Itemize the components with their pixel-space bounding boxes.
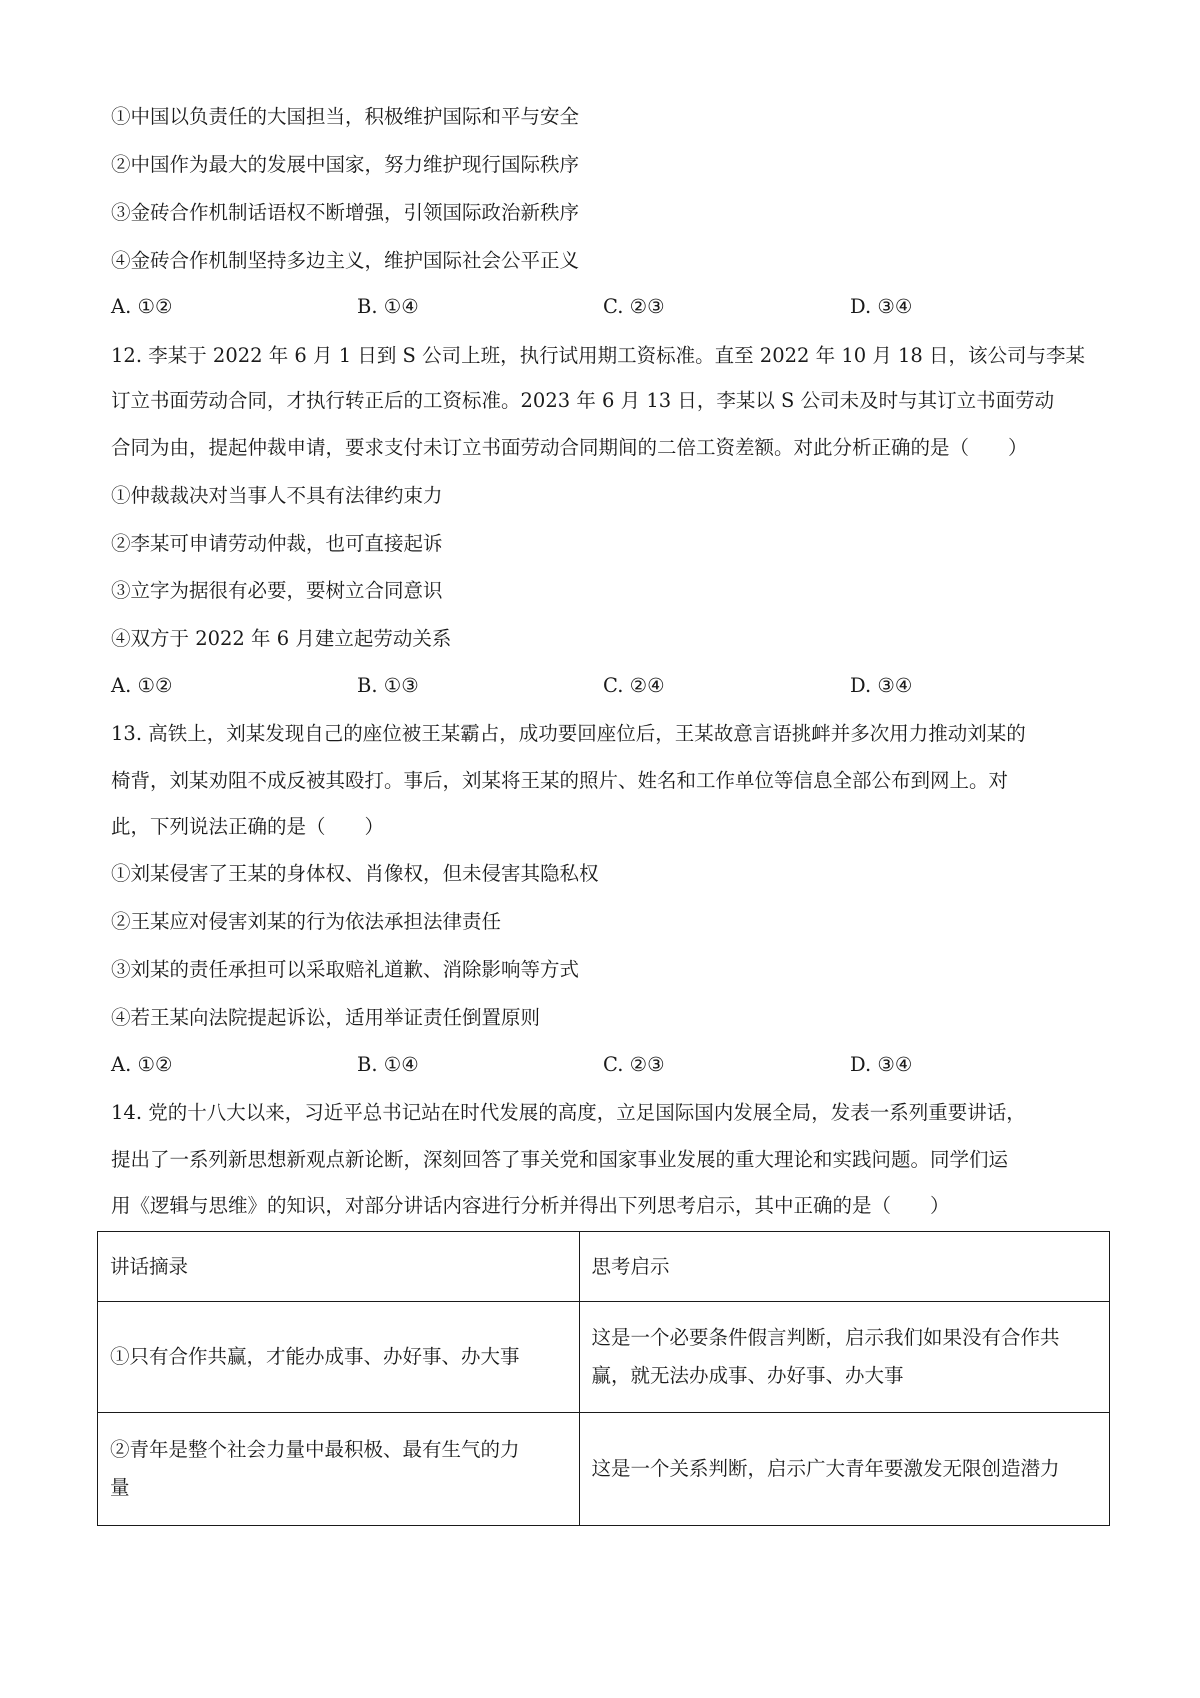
q12-options	[111, 672, 1101, 700]
table-header-excerpt: 讲话摘录	[98, 1232, 580, 1302]
q12-option-b: B. ①③	[357, 674, 419, 697]
table-row	[98, 1413, 1110, 1526]
q13-stem-line-2: 椅背，刘某劝阻不成反被其殴打。事后，刘某将王某的照片、姓名和工作单位等信息全部公布到网上。对	[111, 769, 1009, 792]
q12-stem-line-1: 12. 李某于 2022 年 6 月 1 日到 S 公司上班，执行试用期工资标准。直至 2022 年 10 月 18 日，该公司与李某	[111, 344, 1086, 367]
q13-options	[111, 1051, 1101, 1079]
q12-stem-line-3: 合同为由，提起仲裁申请，要求支付未订立书面劳动合同期间的二倍工资差额。对此分析正确的是（ ）	[111, 436, 1028, 459]
q12-item-2: ②李某可申请劳动仲裁，也可直接起诉	[111, 532, 443, 555]
q11-option-c: C. ②③	[603, 295, 665, 318]
q11-item-4: ④金砖合作机制坚持多边主义，维护国际社会公平正义	[111, 249, 580, 272]
q14-table	[97, 1231, 1110, 1526]
cell-text-line: 赢，就无法办成事、办好事、办大事	[591, 1364, 904, 1387]
q14-stem-line-3: 用《逻辑与思维》的知识，对部分讲话内容进行分析并得出下列思考启示，其中正确的是（ ）	[111, 1194, 950, 1217]
q14-stem-line-1: 14. 党的十八大以来，习近平总书记站在时代发展的高度，立足国际国内发展全局，发表一系列重要讲话，	[111, 1101, 1026, 1124]
q13-stem-line-1: 13. 高铁上，刘某发现自己的座位被王某霸占，成功要回座位后，王某故意言语挑衅并多次用力推动刘某的	[111, 722, 1026, 745]
q13-item-2: ②王某应对侵害刘某的行为依法承担法律责任	[111, 910, 502, 933]
q13-option-d: D. ③④	[850, 1053, 913, 1076]
q12-option-a: A. ①②	[111, 674, 173, 697]
table-header-insight: 思考启示	[579, 1232, 1109, 1302]
q11-item-1: ①中国以负责任的大国担当，积极维护国际和平与安全	[111, 105, 580, 128]
cell-text-line: ②青年是整个社会力量中最积极、最有生气的力	[110, 1438, 520, 1461]
q13-option-b: B. ①④	[357, 1053, 419, 1076]
q12-option-d: D. ③④	[850, 674, 913, 697]
q12-option-c: C. ②④	[603, 674, 665, 697]
cell-text-line: ①只有合作共赢，才能办成事、办好事、办大事	[110, 1345, 520, 1368]
q11-option-b: B. ①④	[357, 295, 419, 318]
q13-item-4: ④若王某向法院提起诉讼，适用举证责任倒置原则	[111, 1006, 541, 1029]
q11-item-3: ③金砖合作机制话语权不断增强，引领国际政治新秩序	[111, 201, 580, 224]
table-cell-insight	[579, 1413, 1109, 1526]
q11-option-d: D. ③④	[850, 295, 913, 318]
q14-stem-line-2: 提出了一系列新思想新观点新论断，深刻回答了事关党和国家事业发展的重大理论和实践问题。同学们运	[111, 1148, 1009, 1171]
table-cell-excerpt	[98, 1302, 580, 1413]
cell-text-line: 这是一个关系判断，启示广大青年要激发无限创造潜力	[591, 1457, 1060, 1480]
table-header-row	[98, 1232, 1110, 1302]
q12-item-3: ③立字为据很有必要，要树立合同意识	[111, 579, 443, 602]
table-cell-excerpt	[98, 1413, 580, 1526]
cell-text-line: 量	[110, 1476, 130, 1499]
q12-item-1: ①仲裁裁决对当事人不具有法律约束力	[111, 484, 443, 507]
q11-options	[111, 293, 1101, 321]
table-row	[98, 1302, 1110, 1413]
q12-item-4: ④双方于 2022 年 6 月建立起劳动关系	[111, 627, 452, 650]
q11-item-2: ②中国作为最大的发展中国家，努力维护现行国际秩序	[111, 153, 580, 176]
q13-option-c: C. ②③	[603, 1053, 665, 1076]
q13-item-3: ③刘某的责任承担可以采取赔礼道歉、消除影响等方式	[111, 958, 580, 981]
cell-text-line: 这是一个必要条件假言判断，启示我们如果没有合作共	[591, 1326, 1060, 1349]
q13-option-a: A. ①②	[111, 1053, 173, 1076]
q12-stem-line-2: 订立书面劳动合同，才执行转正后的工资标准。2023 年 6 月 13 日，李某以 S 公司未及时与其订立书面劳动	[111, 389, 1055, 412]
q13-stem-line-3: 此，下列说法正确的是（ ）	[111, 815, 385, 838]
table-cell-insight	[579, 1302, 1109, 1413]
q11-option-a: A. ①②	[111, 295, 173, 318]
q13-item-1: ①刘某侵害了王某的身体权、肖像权，但未侵害其隐私权	[111, 862, 599, 885]
